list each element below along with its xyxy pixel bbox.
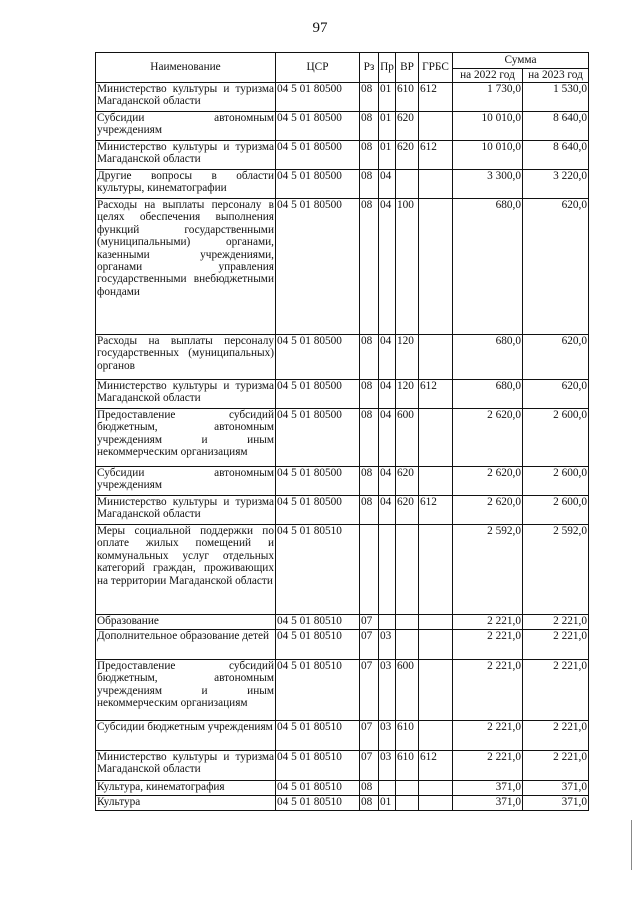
row-name: Предоставление субсидий бюджетным, автономным учреждениям и иным некоммерческим организациям [96, 409, 276, 467]
row-sum-2023: 2 221,0 [523, 751, 589, 781]
row-vr: 600 [396, 409, 419, 467]
row-name: Расходы на выплаты персоналу в целях обеспечения выполнения функций государственными (муниципальными) органами, казенными учреждениями, органами управления государственными внебюджетными фондами [96, 199, 276, 335]
scan-edge-line [631, 820, 632, 870]
row-name: Министерство культуры и туризма Магаданской области [96, 380, 276, 409]
row-csr: 04 5 01 80510 [276, 525, 360, 615]
row-csr: 04 5 01 80500 [276, 112, 360, 141]
table-row [96, 199, 589, 335]
header-year-2023: на 2023 год [523, 69, 589, 83]
row-grbs: 612 [419, 751, 453, 781]
row-vr: 620 [396, 112, 419, 141]
row-vr: 620 [396, 496, 419, 525]
budget-table [95, 52, 589, 811]
row-grbs: 612 [419, 141, 453, 170]
row-vr [396, 630, 419, 660]
row-csr: 04 5 01 80510 [276, 615, 360, 630]
row-csr: 04 5 01 80500 [276, 335, 360, 380]
row-pr: 01 [379, 796, 396, 811]
row-csr: 04 5 01 80500 [276, 380, 360, 409]
row-rz: 08 [360, 112, 379, 141]
row-sum-2022: 2 221,0 [453, 660, 523, 721]
row-vr: 620 [396, 467, 419, 496]
row-sum-2023: 620,0 [523, 199, 589, 335]
header-pr: Пр [379, 53, 396, 83]
row-rz: 07 [360, 721, 379, 751]
row-name: Образование [96, 615, 276, 630]
row-vr: 120 [396, 335, 419, 380]
header-name: Наименование [96, 53, 276, 83]
header-row [96, 53, 589, 69]
header-grbs: ГРБС [419, 53, 453, 83]
row-csr: 04 5 01 80500 [276, 409, 360, 467]
table-row [96, 112, 589, 141]
row-sum-2022: 371,0 [453, 781, 523, 796]
row-vr: 120 [396, 380, 419, 409]
row-name: Министерство культуры и туризма Магаданской области [96, 83, 276, 112]
row-rz: 07 [360, 660, 379, 721]
row-sum-2023: 2 600,0 [523, 409, 589, 467]
row-vr [396, 781, 419, 796]
row-csr: 04 5 01 80510 [276, 660, 360, 721]
row-sum-2023: 620,0 [523, 335, 589, 380]
row-grbs [419, 112, 453, 141]
row-rz: 08 [360, 380, 379, 409]
table-row [96, 496, 589, 525]
row-rz: 08 [360, 170, 379, 199]
row-sum-2022: 680,0 [453, 199, 523, 335]
row-sum-2022: 371,0 [453, 796, 523, 811]
row-name: Министерство культуры и туризма Магаданской области [96, 496, 276, 525]
row-pr [379, 525, 396, 615]
row-rz: 07 [360, 751, 379, 781]
row-vr: 610 [396, 751, 419, 781]
row-csr: 04 5 01 80500 [276, 467, 360, 496]
row-name: Дополнительное образование детей [96, 630, 276, 660]
row-pr: 03 [379, 721, 396, 751]
row-rz: 08 [360, 409, 379, 467]
row-name: Культура [96, 796, 276, 811]
row-csr: 04 5 01 80500 [276, 141, 360, 170]
row-vr: 100 [396, 199, 419, 335]
row-vr: 610 [396, 721, 419, 751]
row-grbs [419, 630, 453, 660]
row-vr [396, 525, 419, 615]
row-csr: 04 5 01 80510 [276, 751, 360, 781]
row-pr: 04 [379, 409, 396, 467]
table-row [96, 781, 589, 796]
row-vr [396, 615, 419, 630]
row-pr: 01 [379, 112, 396, 141]
header-sum: Сумма [453, 53, 589, 69]
row-rz [360, 525, 379, 615]
row-pr: 03 [379, 660, 396, 721]
header-csr: ЦСР [276, 53, 360, 83]
row-sum-2023: 1 530,0 [523, 83, 589, 112]
row-sum-2023: 371,0 [523, 781, 589, 796]
table-row [96, 660, 589, 721]
row-sum-2023: 2 221,0 [523, 630, 589, 660]
row-vr [396, 796, 419, 811]
row-pr: 04 [379, 170, 396, 199]
row-sum-2022: 2 620,0 [453, 409, 523, 467]
row-grbs [419, 796, 453, 811]
row-pr: 04 [379, 335, 396, 380]
row-pr: 04 [379, 467, 396, 496]
row-pr: 01 [379, 141, 396, 170]
row-csr: 04 5 01 80510 [276, 630, 360, 660]
row-grbs [419, 525, 453, 615]
row-vr [396, 170, 419, 199]
row-grbs [419, 660, 453, 721]
row-name: Субсидии бюджетным учреждениям [96, 721, 276, 751]
row-name: Субсидии автономным учреждениям [96, 112, 276, 141]
table-row [96, 721, 589, 751]
row-sum-2022: 2 221,0 [453, 721, 523, 751]
table-row [96, 525, 589, 615]
table-row [96, 409, 589, 467]
row-vr: 600 [396, 660, 419, 721]
row-name: Культура, кинематография [96, 781, 276, 796]
row-name: Субсидии автономным учреждениям [96, 467, 276, 496]
row-rz: 07 [360, 615, 379, 630]
row-rz: 08 [360, 141, 379, 170]
row-csr: 04 5 01 80510 [276, 796, 360, 811]
page-number: 97 [312, 20, 328, 36]
row-csr: 04 5 01 80510 [276, 721, 360, 751]
row-rz: 08 [360, 796, 379, 811]
row-grbs: 612 [419, 380, 453, 409]
row-name: Министерство культуры и туризма Магаданской области [96, 141, 276, 170]
row-pr: 04 [379, 496, 396, 525]
row-rz: 08 [360, 335, 379, 380]
row-rz: 08 [360, 496, 379, 525]
row-sum-2023: 3 220,0 [523, 170, 589, 199]
row-sum-2023: 2 600,0 [523, 467, 589, 496]
row-grbs: 612 [419, 83, 453, 112]
row-grbs [419, 170, 453, 199]
row-sum-2023: 2 221,0 [523, 660, 589, 721]
row-csr: 04 5 01 80500 [276, 170, 360, 199]
row-name: Министерство культуры и туризма Магаданской области [96, 751, 276, 781]
row-sum-2023: 2 592,0 [523, 525, 589, 615]
table-row [96, 630, 589, 660]
row-sum-2022: 10 010,0 [453, 141, 523, 170]
table-row [96, 751, 589, 781]
row-grbs [419, 781, 453, 796]
row-grbs [419, 335, 453, 380]
table-row [96, 170, 589, 199]
row-rz: 07 [360, 630, 379, 660]
row-sum-2022: 2 620,0 [453, 467, 523, 496]
row-sum-2022: 10 010,0 [453, 112, 523, 141]
row-name: Меры социальной поддержки по оплате жилых помещений и коммунальных услуг отдельных категорий граждан, проживающих на территории Магаданской области [96, 525, 276, 615]
row-rz: 08 [360, 83, 379, 112]
row-pr: 04 [379, 380, 396, 409]
row-csr: 04 5 01 80500 [276, 83, 360, 112]
row-name: Другие вопросы в области культуры, кинематографии [96, 170, 276, 199]
row-sum-2023: 2 221,0 [523, 615, 589, 630]
row-sum-2022: 680,0 [453, 380, 523, 409]
table-row [96, 615, 589, 630]
row-sum-2023: 620,0 [523, 380, 589, 409]
row-name: Предоставление субсидий бюджетным, автономным учреждениям и иным некоммерческим организациям [96, 660, 276, 721]
row-grbs [419, 615, 453, 630]
row-sum-2023: 8 640,0 [523, 141, 589, 170]
row-sum-2022: 2 620,0 [453, 496, 523, 525]
row-pr: 04 [379, 199, 396, 335]
row-rz: 08 [360, 781, 379, 796]
row-sum-2023: 8 640,0 [523, 112, 589, 141]
row-rz: 08 [360, 199, 379, 335]
row-pr: 03 [379, 751, 396, 781]
row-sum-2022: 1 730,0 [453, 83, 523, 112]
row-sum-2022: 680,0 [453, 335, 523, 380]
row-sum-2022: 2 221,0 [453, 630, 523, 660]
row-sum-2023: 371,0 [523, 796, 589, 811]
row-sum-2022: 2 592,0 [453, 525, 523, 615]
row-grbs [419, 199, 453, 335]
header-rz: Рз [360, 53, 379, 83]
row-sum-2022: 2 221,0 [453, 615, 523, 630]
row-name: Расходы на выплаты персоналу государственных (муниципальных) органов [96, 335, 276, 380]
row-grbs: 612 [419, 496, 453, 525]
row-vr: 610 [396, 83, 419, 112]
table-row [96, 467, 589, 496]
table-row [96, 141, 589, 170]
row-csr: 04 5 01 80510 [276, 781, 360, 796]
row-vr: 620 [396, 141, 419, 170]
row-csr: 04 5 01 80500 [276, 199, 360, 335]
row-sum-2022: 2 221,0 [453, 751, 523, 781]
row-sum-2023: 2 600,0 [523, 496, 589, 525]
table-row [96, 380, 589, 409]
row-sum-2022: 3 300,0 [453, 170, 523, 199]
header-year-2022: на 2022 год [453, 69, 523, 83]
row-grbs [419, 467, 453, 496]
row-sum-2023: 2 221,0 [523, 721, 589, 751]
table-row [96, 796, 589, 811]
row-pr [379, 781, 396, 796]
row-grbs [419, 721, 453, 751]
row-pr: 03 [379, 630, 396, 660]
row-grbs [419, 409, 453, 467]
row-pr [379, 615, 396, 630]
table-row [96, 83, 589, 112]
row-csr: 04 5 01 80500 [276, 496, 360, 525]
table-row [96, 335, 589, 380]
row-rz: 08 [360, 467, 379, 496]
header-vr: ВР [396, 53, 419, 83]
row-pr: 01 [379, 83, 396, 112]
